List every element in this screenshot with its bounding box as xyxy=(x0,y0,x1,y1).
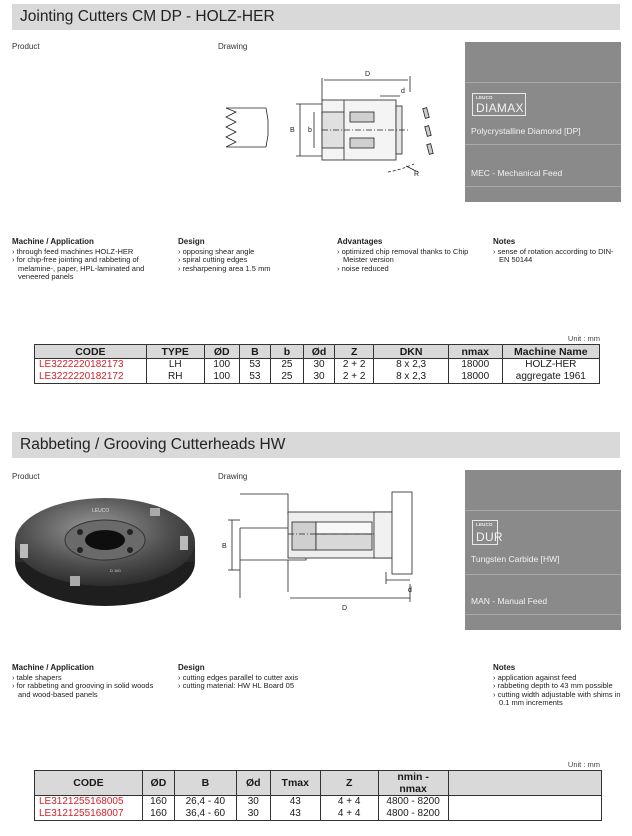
product-code-link[interactable]: LE3222220182172 xyxy=(35,371,147,384)
dim-D-label: D xyxy=(365,71,371,78)
spec-table-rabbeting xyxy=(34,770,602,821)
design: Design › cutting edges parallel to cutter axis › cutting material: HW HL Board 05 xyxy=(178,664,348,691)
product-code-link[interactable]: LE3121255168007 xyxy=(35,808,143,821)
table-header-row: CODE ØD B Ød Tmax Z nmin - nmax xyxy=(35,771,602,796)
cutterhead-photo xyxy=(10,488,200,613)
table-row: LE3121255168005 160 26,4 - 40 30 43 4 + 4 4800 - 8200 xyxy=(35,796,602,809)
advantages: Advantages › optimized chip removal thanks to Chip Meister version › noise reduced xyxy=(337,238,477,273)
material-text: Tungsten Carbide [HW] xyxy=(471,554,560,564)
table-row: LE3222220182173 LH 100 53 25 30 2 + 2 8 x 2,3 18000 HOLZ-HER xyxy=(35,359,600,372)
drawing-label: Drawing xyxy=(218,472,248,481)
section-title-rabbeting: Rabbeting / Grooving Cutterheads HW xyxy=(12,432,620,458)
feed-text: MAN - Manual Feed xyxy=(471,596,548,606)
dim-d-label: d xyxy=(401,88,405,95)
dim-d-label: d xyxy=(408,587,412,594)
section-title-jointing-cutters: Jointing Cutters CM DP - HOLZ-HER xyxy=(12,4,620,30)
material-text: Polycrystalline Diamond [DP] xyxy=(471,126,581,136)
machine-application: Machine / Application › through feed machines HOLZ-HER › for chip-free jointing and rabbeting of melamine-, paper, HPL-laminated and veneered panels xyxy=(12,238,162,282)
cutterhead-drawing xyxy=(210,488,460,618)
product-code-link[interactable]: LE3121255168005 xyxy=(35,796,143,809)
dim-b-label: b xyxy=(308,127,312,134)
product-material-box xyxy=(465,42,621,202)
drawing-label: Drawing xyxy=(218,42,248,51)
table-header-row: CODE TYPE ØD B b Ød Z DKN nmax Machine Name xyxy=(35,345,600,359)
photo-logo-text: LEUCO xyxy=(92,508,110,514)
table-row: LE3222220182172 RH 100 53 25 30 2 + 2 8 x 2,3 18000 aggregate 1961 xyxy=(35,371,600,384)
dim-B-label: B xyxy=(290,127,295,134)
product-material-box xyxy=(465,470,621,630)
dim-R-label: R xyxy=(414,171,420,178)
product-label: Product xyxy=(12,42,40,51)
dim-B-label: B xyxy=(222,543,227,550)
notes: Notes › application against feed › rabbeting depth to 43 mm possible › cutting width adjustable with shims in 0.1 mm increments xyxy=(493,664,621,708)
diamax-logo: LEUCO DIAMAX xyxy=(472,93,526,116)
photo-size-text: D 160 xyxy=(110,568,121,573)
unit-label: Unit : mm xyxy=(567,334,600,343)
product-code-link[interactable]: LE3222220182173 xyxy=(35,359,147,372)
spec-table-jointing xyxy=(34,344,600,384)
dim-D-label: D xyxy=(342,605,348,612)
design: Design › opposing shear angle › spiral cutting edges › resharpening area 1.5 mm xyxy=(178,238,328,273)
unit-label: Unit : mm xyxy=(567,760,600,769)
feed-text: MEC - Mechanical Feed xyxy=(471,168,563,178)
product-label: Product xyxy=(12,472,40,481)
jointing-cutter-drawing xyxy=(210,60,460,190)
dur-logo: LEUCO DUR xyxy=(472,520,498,545)
zigzag-edge xyxy=(226,108,236,147)
machine-application: Machine / Application › table shapers › for rabbeting and grooving in solid woods and wood-based panels xyxy=(12,664,162,699)
table-row: LE3121255168007 160 36,4 - 60 30 43 4 + 4 4800 - 8200 xyxy=(35,808,602,821)
notes: Notes › sense of rotation according to DIN-EN 50144 xyxy=(493,238,621,265)
